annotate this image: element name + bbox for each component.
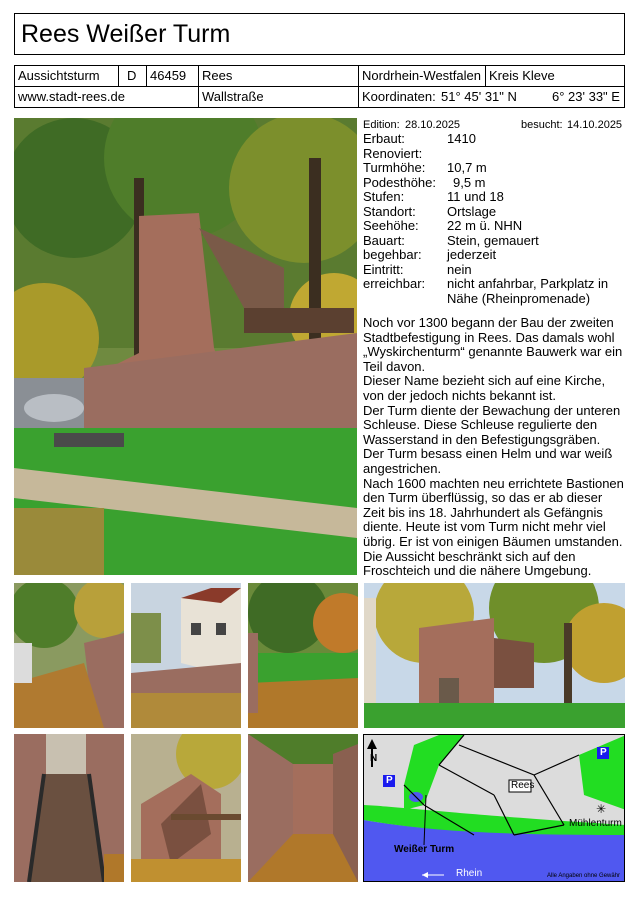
fact-value: Stein, gemauert (447, 232, 539, 248)
fact-row (363, 234, 625, 249)
thumbnail-illustration (131, 583, 241, 728)
zip-cell: 46459 (146, 65, 199, 87)
street-cell: Wallstraße (198, 86, 359, 108)
edition-label: Edition: (363, 119, 400, 131)
fact-label: erreichbar: (363, 276, 426, 291)
fact-row (363, 263, 625, 278)
thumbnail-illustration (248, 734, 358, 882)
state-cell: Nordrhein-Westfalen (358, 65, 486, 87)
city-map-label: Rees (511, 780, 535, 791)
longitude: 6° 23' 33" E (552, 89, 620, 104)
parking-label: P (386, 775, 393, 786)
description-paragraph: Der Turm diente der Bewachung der unteren Schleuse. Diese Schleuse regulierte den Wasserstand in den Befestigungsgräben. (363, 402, 621, 447)
fact-row (363, 176, 625, 191)
type-cell: Aussichtsturm (14, 65, 119, 87)
edition-row (363, 118, 625, 132)
thumbnail-photo (14, 734, 124, 882)
description-text (363, 316, 625, 579)
thumbnail-illustration (14, 734, 124, 882)
fact-row (363, 205, 625, 220)
map-illustration (364, 735, 625, 882)
north-label: N (370, 753, 378, 764)
fact-label: Turmhöhe: (363, 160, 426, 175)
main-photo-illustration (14, 118, 357, 575)
tower-map-label: Weißer Turm (394, 844, 455, 855)
fact-label: Podesthöhe: (363, 174, 437, 190)
map-disclaimer: Alle Angaben ohne Gewähr (547, 873, 621, 879)
fact-row (363, 277, 625, 292)
thumbnail-photo (248, 583, 358, 728)
fact-label: Bauart: (363, 232, 405, 248)
fact-value: 22 m ü. NHN (447, 218, 523, 233)
thumbnail-photo-wide (364, 583, 625, 728)
river-map-label: Rhein (456, 868, 483, 879)
fact-row (363, 292, 625, 307)
district-cell: Kreis Kleve (485, 65, 625, 87)
fact-label: Renoviert: (363, 145, 423, 161)
fact-value: nicht anfahrbar, Parkplatz in (447, 276, 609, 291)
page-title: Rees Weißer Turm (21, 20, 231, 48)
fact-row (363, 190, 625, 205)
fact-label: Standort: (363, 203, 416, 219)
fact-value: 9,5 m (453, 174, 486, 190)
website-cell: www.stadt-rees.de (14, 86, 199, 108)
city-cell: Rees (198, 65, 359, 87)
muehlenturm-map-label: Mühlenturm (569, 818, 622, 829)
fact-row (363, 219, 625, 234)
coord-label: Koordinaten: (362, 89, 436, 104)
fact-label: Stufen: (363, 189, 405, 204)
location-map (363, 734, 625, 882)
fact-row (363, 161, 625, 176)
visited-label: besucht: (521, 119, 563, 131)
facts-block (363, 118, 625, 306)
country-cell: D (118, 65, 147, 87)
thumbnail-photo (131, 734, 241, 882)
fact-label: begehbar: (363, 247, 422, 262)
thumbnail-photo (14, 583, 124, 728)
fact-label: Erbaut: (363, 131, 405, 146)
description-paragraph: Der Turm besass einen Helm und war weiß angestrichen. (363, 446, 613, 476)
fact-value: jederzeit (447, 247, 497, 262)
thumbnail-illustration (131, 734, 241, 882)
visited-date: 14.10.2025 (567, 119, 623, 131)
description-paragraph: Nach 1600 machten neu errichtete Bastionen den Turm überflüssig, so das er ab dieser Zeit bis ins 18. Jahrhundert als Gefängnis diente. Heute ist vom Turm nicht mehr viel übrig. Er ist von einigen Bäumen umstanden. Die Aussicht beschränkt sich auf den Froschteich und die nähere Umgebung. (363, 475, 624, 579)
fact-label: Eintritt: (363, 261, 404, 277)
fact-value: nein (447, 261, 472, 277)
thumbnail-illustration (14, 583, 124, 728)
fact-value: 11 und 18 (447, 189, 504, 204)
coordinates-cell (358, 86, 625, 108)
fact-value: 10,7 m (447, 160, 487, 175)
thumbnail-photo (248, 734, 358, 882)
edition-date: 28.10.2025 (405, 119, 461, 131)
thumbnail-illustration (248, 583, 358, 728)
fact-value: Nähe (Rheinpromenade) (447, 290, 591, 306)
fact-row (363, 248, 625, 263)
fact-row (363, 147, 625, 162)
svg-text:✳: ✳ (596, 802, 607, 816)
fact-row (363, 132, 625, 147)
fact-value: Ortslage (447, 203, 497, 219)
fact-label: Seehöhe: (363, 218, 419, 233)
fact-value: 1410 (447, 131, 476, 146)
thumbnail-illustration (364, 583, 625, 728)
title-box (14, 13, 625, 55)
description-paragraph: Dieser Name bezieht sich auf eine Kirche, von der jedoch nichts bekannt ist. (363, 373, 606, 403)
latitude: 51° 45' 31" N (441, 89, 517, 104)
thumbnail-photo (131, 583, 241, 728)
parking-label-east: P (600, 747, 607, 758)
description-paragraph: Noch vor 1300 begann der Bau der zweiten Stadtbefestigung in Rees. Das damals wohl „Wyskirchenturm“ genannte Bauwerk war ein Teil davon. (363, 315, 623, 374)
main-photo (14, 118, 357, 575)
